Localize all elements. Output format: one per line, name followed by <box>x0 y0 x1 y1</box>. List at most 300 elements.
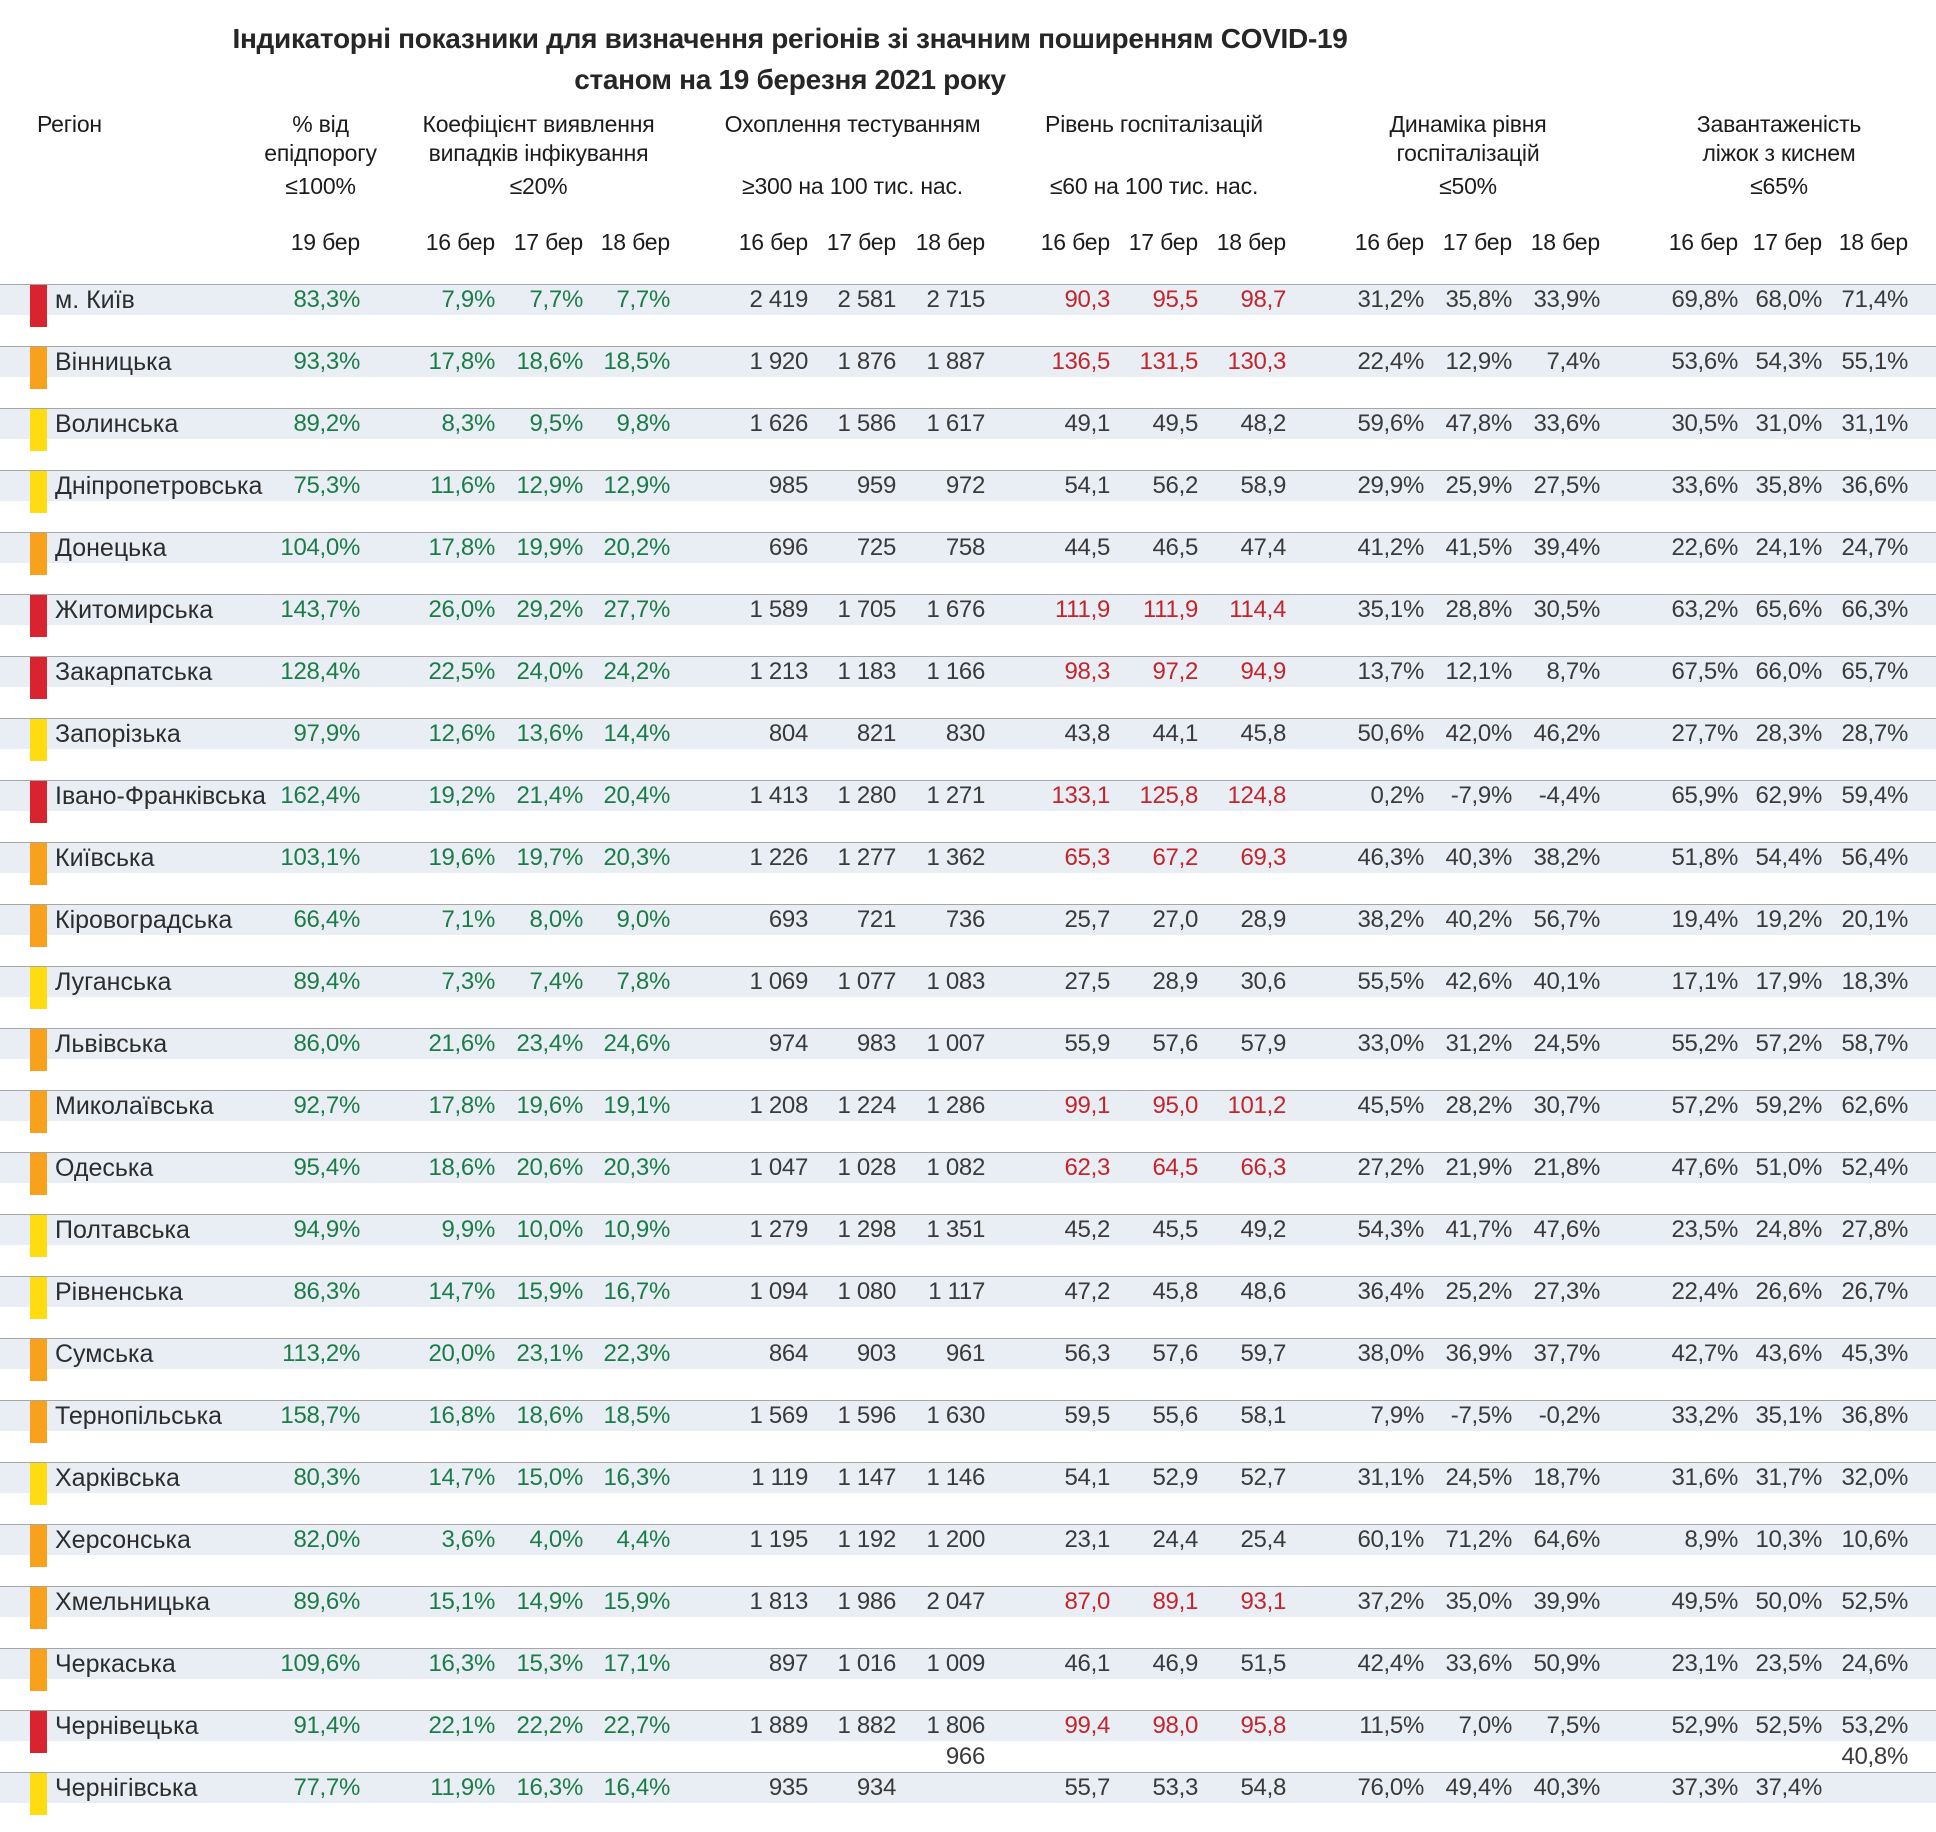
spacer <box>985 967 1022 1009</box>
date-label: 17 бер <box>1442 229 1512 255</box>
spacer <box>360 1525 407 1567</box>
testing-coverage-value: 934 <box>856 1774 896 1801</box>
testing-coverage-value: 1 094 <box>749 1278 808 1305</box>
region-status-indicator <box>30 471 47 513</box>
region-name: Черкаська <box>55 1650 176 1678</box>
hospitalization-level-value: 59,5 <box>1064 1402 1110 1429</box>
testing-coverage-value: 959 <box>856 472 896 499</box>
hospitalization-level-value: 95,8 <box>1240 1712 1286 1739</box>
oxygen-beds-value: 26,7% <box>1841 1278 1908 1305</box>
hospitalization-level-value: 47,2 <box>1064 1278 1110 1305</box>
testing-coverage-value: 1 213 <box>749 658 808 685</box>
region-status-indicator <box>30 1029 47 1071</box>
detection-rate-value: 11,6% <box>430 472 495 499</box>
detection-rate-value: 23,1% <box>516 1340 583 1367</box>
spacer <box>670 1587 720 1629</box>
spacer <box>985 409 1022 451</box>
hospitalization-level-value: 48,2 <box>1240 410 1286 437</box>
epidemic-threshold-value: 95,4% <box>293 1154 360 1181</box>
hospitalization-level-value: 64,5 <box>1152 1154 1198 1181</box>
testing-coverage-value: 1 083 <box>926 968 985 995</box>
hospitalization-level-value: 131,5 <box>1139 348 1198 375</box>
detection-rate-value: 15,0% <box>516 1464 583 1491</box>
spacer <box>985 1587 1022 1629</box>
oxygen-beds-value: 36,8% <box>1841 1402 1908 1429</box>
region-status-indicator <box>30 1277 47 1319</box>
oxygen-beds-value: 45,3% <box>1841 1340 1908 1367</box>
region-name: Харківська <box>55 1464 180 1492</box>
spacer <box>360 1587 407 1629</box>
testing-coverage-value: 1 192 <box>837 1526 896 1553</box>
detection-rate-value: 7,7% <box>529 286 583 313</box>
hospitalization-dynamics-value: 8,7% <box>1546 658 1600 685</box>
spacer <box>1600 285 1650 327</box>
spacer <box>985 905 1022 947</box>
epidemic-threshold-value: 89,4% <box>293 968 360 995</box>
testing-coverage-value: 1 413 <box>749 782 808 809</box>
region-name: Тернопільська <box>55 1402 223 1430</box>
spacer <box>30 172 234 201</box>
spacer <box>670 1711 720 1753</box>
detection-rate-value: 22,3% <box>603 1340 670 1367</box>
table-row <box>0 904 1936 935</box>
testing-coverage-value: 1 596 <box>837 1402 896 1429</box>
spacer <box>670 533 720 575</box>
spacer <box>1286 1339 1336 1381</box>
region-status-indicator <box>30 1153 47 1195</box>
detection-rate-value: 10,0% <box>516 1216 583 1243</box>
region-status-indicator <box>30 843 47 885</box>
hospitalization-dynamics-value: 33,0% <box>1357 1030 1424 1057</box>
oxygen-beds-value: 62,9% <box>1755 782 1822 809</box>
testing-coverage-value: 721 <box>856 906 896 933</box>
region-status-indicator <box>30 409 47 451</box>
oxygen-beds-value: 63,2% <box>1671 596 1738 623</box>
testing-coverage-value: 2 419 <box>749 286 808 313</box>
date-label: 17 бер <box>826 229 896 255</box>
spacer <box>1600 1711 1650 1753</box>
oxygen-beds-value: 42,7% <box>1671 1340 1738 1367</box>
region-name: Рівненська <box>55 1278 183 1306</box>
region-status-indicator <box>30 1525 47 1567</box>
detection-rate-value: 19,9% <box>516 534 583 561</box>
oxygen-beds-limit: ≤65% <box>1750 173 1808 199</box>
spacer <box>360 228 407 256</box>
oxygen-beds-value: 55,2% <box>1671 1030 1738 1057</box>
detection-rate-value: 19,6% <box>428 844 495 871</box>
spacer <box>670 1029 720 1071</box>
hospitalization-level-value: 52,9 <box>1152 1464 1198 1491</box>
table-row <box>0 284 1936 315</box>
detection-rate-value: 20,0% <box>428 1340 495 1367</box>
epidemic-threshold-group-title: % від епідпорогу <box>264 111 377 166</box>
region-name: м. Київ <box>55 286 135 314</box>
detection-rate-value: 7,7% <box>616 286 670 313</box>
detection-rate-value: 16,4% <box>603 1774 670 1801</box>
hospitalization-level-value: 97,2 <box>1152 658 1198 685</box>
spacer <box>670 1525 720 1567</box>
detection-rate-value: 10,9% <box>603 1216 670 1243</box>
spacer <box>1600 967 1650 1009</box>
testing-coverage-value: 1 195 <box>749 1526 808 1553</box>
oxygen-beds-value: 33,6% <box>1671 472 1738 499</box>
region-name: Кіровоградська <box>55 906 233 934</box>
hospitalization-dynamics-value: 45,5% <box>1357 1092 1424 1119</box>
detection-rate-value: 20,3% <box>603 844 670 871</box>
table-row <box>0 1090 1936 1121</box>
hospitalization-dynamics-value: 27,5% <box>1533 472 1600 499</box>
date-label: 17 бер <box>1128 229 1198 255</box>
hospitalization-level-value: 98,3 <box>1064 658 1110 685</box>
hospitalization-level-value: 98,7 <box>1240 286 1286 313</box>
date-label: 18 бер <box>1838 229 1908 255</box>
hospitalization-dynamics-value: 55,5% <box>1357 968 1424 995</box>
oxygen-beds-value: 51,0% <box>1755 1154 1822 1181</box>
spacer <box>1600 409 1650 451</box>
region-status-indicator <box>30 1587 47 1629</box>
hospitalization-level-value: 59,7 <box>1240 1340 1286 1367</box>
testing-coverage-value: 1 876 <box>837 348 896 375</box>
spacer <box>670 409 720 451</box>
region-status-indicator <box>30 1773 47 1815</box>
table-row <box>0 966 1936 997</box>
spacer <box>1600 228 1650 256</box>
spacer <box>1286 409 1336 451</box>
detection-rate-value: 9,8% <box>616 410 670 437</box>
testing-coverage-value: 961 <box>945 1340 985 1367</box>
detection-rate-value: 15,3% <box>516 1650 583 1677</box>
hospitalization-dynamics-group-title: Динаміка рівня госпіталізацій <box>1389 111 1547 166</box>
page-title-line-1: Індикаторні показники для визначення регіонів зі значним поширенням COVID-19 <box>232 23 1348 54</box>
spacer <box>985 1029 1022 1071</box>
testing-coverage-value: 1 224 <box>837 1092 896 1119</box>
testing-coverage-value: 1 271 <box>926 782 985 809</box>
hospitalization-dynamics-value: 54,3% <box>1357 1216 1424 1243</box>
hospitalization-dynamics-value: 35,8% <box>1445 286 1512 313</box>
oxygen-beds-value: 69,8% <box>1671 286 1738 313</box>
oxygen-beds-value: 47,6% <box>1671 1154 1738 1181</box>
hospitalization-dynamics-value: 64,6% <box>1533 1526 1600 1553</box>
table-row <box>0 1462 1936 1493</box>
oxygen-beds-value: 50,0% <box>1755 1588 1822 1615</box>
spacer <box>1286 905 1336 947</box>
spacer <box>360 595 407 637</box>
hospitalization-level-limit: ≤60 на 100 тис. нас. <box>1049 173 1259 199</box>
spacer <box>1600 843 1650 885</box>
hospitalization-level-value: 28,9 <box>1152 968 1198 995</box>
detection-rate-value: 17,8% <box>428 534 495 561</box>
hospitalization-dynamics-value: 18,7% <box>1533 1464 1600 1491</box>
spacer <box>360 409 407 451</box>
spacer <box>1286 1029 1336 1071</box>
hospitalization-level-value: 56,3 <box>1064 1340 1110 1367</box>
testing-coverage-value: 1 676 <box>926 596 985 623</box>
testing-coverage-value: 1 887 <box>926 348 985 375</box>
date-label: 16 бер <box>1354 229 1424 255</box>
region-name: Одеська <box>55 1154 154 1182</box>
spacer <box>985 228 1022 256</box>
region-name: Миколаївська <box>55 1092 214 1120</box>
table-row <box>0 346 1936 377</box>
spacer <box>670 347 720 389</box>
hospitalization-level-value: 45,5 <box>1152 1216 1198 1243</box>
hospitalization-dynamics-value: 40,1% <box>1533 968 1600 995</box>
spacer <box>670 1091 720 1133</box>
spacer <box>985 1711 1022 1753</box>
region-column-header: Регіон <box>37 111 102 137</box>
testing-coverage-value: 1 226 <box>749 844 808 871</box>
hospitalization-dynamics-value: 36,9% <box>1445 1340 1512 1367</box>
oxygen-beds-value: 27,8% <box>1841 1216 1908 1243</box>
detection-rate-value: 19,6% <box>516 1092 583 1119</box>
hospitalization-dynamics-value: 41,7% <box>1445 1216 1512 1243</box>
hospitalization-dynamics-value: 50,9% <box>1533 1650 1600 1677</box>
spacer <box>360 1463 407 1505</box>
detection-rate-value: 16,8% <box>428 1402 495 1429</box>
spacer <box>985 1773 1022 1815</box>
spacer <box>1286 1091 1336 1133</box>
testing-coverage-value: 1 147 <box>837 1464 896 1491</box>
hospitalization-dynamics-value: -4,4% <box>1538 782 1600 809</box>
hospitalization-dynamics-value: 27,3% <box>1533 1278 1600 1305</box>
hospitalization-dynamics-limit: ≤50% <box>1439 173 1497 199</box>
region-name: Львівська <box>55 1030 168 1058</box>
detection-rate-value: 16,3% <box>516 1774 583 1801</box>
spacer <box>1286 1463 1336 1505</box>
spacer <box>1286 1215 1336 1257</box>
testing-coverage-value: 966 <box>945 1743 985 1770</box>
hospitalization-level-value: 98,0 <box>1152 1712 1198 1739</box>
hospitalization-level-value: 99,1 <box>1064 1092 1110 1119</box>
hospitalization-dynamics-value: 46,3% <box>1357 844 1424 871</box>
oxygen-beds-value: 24,6% <box>1841 1650 1908 1677</box>
hospitalization-level-value: 57,6 <box>1152 1030 1198 1057</box>
oxygen-beds-value: 35,1% <box>1755 1402 1822 1429</box>
oxygen-beds-value: 8,9% <box>1684 1526 1738 1553</box>
hospitalization-dynamics-value: -7,9% <box>1450 782 1512 809</box>
spacer <box>360 1029 407 1071</box>
spacer <box>1286 1587 1336 1629</box>
testing-coverage-value: 2 715 <box>926 286 985 313</box>
spacer <box>1600 471 1650 513</box>
testing-coverage-value: 935 <box>768 1774 808 1801</box>
detection-rate-value: 7,9% <box>441 286 495 313</box>
testing-coverage-value: 1 080 <box>837 1278 896 1305</box>
spacer <box>670 719 720 761</box>
spacer <box>985 1215 1022 1257</box>
hospitalization-dynamics-value: 36,4% <box>1357 1278 1424 1305</box>
region-status-indicator <box>30 1463 47 1505</box>
testing-coverage-value: 1 208 <box>749 1092 808 1119</box>
hospitalization-level-value: 101,2 <box>1227 1092 1286 1119</box>
testing-coverage-value: 758 <box>945 534 985 561</box>
spacer <box>985 1153 1022 1195</box>
spacer <box>985 1091 1022 1133</box>
oxygen-beds-value: 65,6% <box>1755 596 1822 623</box>
hospitalization-dynamics-value: 12,1% <box>1445 658 1512 685</box>
hospitalization-dynamics-value: 13,7% <box>1357 658 1424 685</box>
oxygen-beds-value: 59,2% <box>1755 1092 1822 1119</box>
testing-coverage-value: 1 617 <box>926 410 985 437</box>
detection-rate-value: 22,2% <box>516 1712 583 1739</box>
hospitalization-level-value: 54,1 <box>1064 1464 1110 1491</box>
hospitalization-level-value: 57,9 <box>1240 1030 1286 1057</box>
testing-coverage-value: 1 047 <box>749 1154 808 1181</box>
epidemic-threshold-value: 89,2% <box>293 410 360 437</box>
date-label: 16 бер <box>738 229 808 255</box>
testing-coverage-value: 974 <box>768 1030 808 1057</box>
hospitalization-dynamics-value: 76,0% <box>1357 1774 1424 1801</box>
epidemic-threshold-value: 93,3% <box>293 348 360 375</box>
testing-coverage-value: 1 183 <box>837 658 896 685</box>
detection-rate-value: 7,3% <box>441 968 495 995</box>
oxygen-beds-value: 51,8% <box>1671 844 1738 871</box>
spacer <box>670 595 720 637</box>
hospitalization-level-value: 125,8 <box>1139 782 1198 809</box>
oxygen-beds-value: 24,7% <box>1841 534 1908 561</box>
epidemic-threshold-value: 66,4% <box>293 906 360 933</box>
testing-coverage-value: 1 286 <box>926 1092 985 1119</box>
spacer <box>1286 1649 1336 1691</box>
epidemic-threshold-value: 158,7% <box>280 1402 360 1429</box>
hospitalization-level-value: 25,4 <box>1240 1526 1286 1553</box>
epidemic-threshold-value: 128,4% <box>280 658 360 685</box>
spacer <box>1286 1711 1336 1753</box>
epidemic-threshold-value: 162,4% <box>280 782 360 809</box>
hospitalization-level-value: 23,1 <box>1064 1526 1110 1553</box>
spacer <box>360 1401 407 1443</box>
hospitalization-dynamics-value: 21,8% <box>1533 1154 1600 1181</box>
table-row <box>0 842 1936 873</box>
region-status-indicator <box>30 1339 47 1381</box>
region-name: Чернівецька <box>55 1712 199 1740</box>
hospitalization-dynamics-value: 35,1% <box>1357 596 1424 623</box>
hospitalization-level-value: 25,7 <box>1064 906 1110 933</box>
hospitalization-dynamics-value: 0,2% <box>1370 782 1424 809</box>
oxygen-beds-group-title: Завантаженість ліжок з киснем <box>1696 111 1862 166</box>
testing-coverage-value: 1 117 <box>928 1278 985 1305</box>
detection-rate-value: 16,3% <box>603 1464 670 1491</box>
hospitalization-dynamics-value: 25,2% <box>1445 1278 1512 1305</box>
oxygen-beds-value: 43,6% <box>1755 1340 1822 1367</box>
hospitalization-level-value: 62,3 <box>1064 1154 1110 1181</box>
spacer <box>1286 1277 1336 1319</box>
hospitalization-dynamics-value: 50,6% <box>1357 720 1424 747</box>
date-label: 16 бер <box>1668 229 1738 255</box>
date-label: 18 бер <box>600 229 670 255</box>
testing-coverage-value: 693 <box>768 906 808 933</box>
spacer <box>1600 1649 1650 1691</box>
region-name: Житомирська <box>55 596 214 624</box>
page-title <box>0 18 1580 100</box>
spacer <box>1286 967 1336 1009</box>
testing-coverage-value: 1 280 <box>837 782 896 809</box>
testing-coverage-value: 1 586 <box>837 410 896 437</box>
testing-coverage-value: 1 626 <box>749 410 808 437</box>
testing-coverage-value: 1 082 <box>926 1154 985 1181</box>
spacer <box>360 843 407 885</box>
hospitalization-dynamics-value: 12,9% <box>1445 348 1512 375</box>
spacer <box>1286 228 1336 256</box>
spacer <box>670 905 720 947</box>
hospitalization-dynamics-value: 47,6% <box>1533 1216 1600 1243</box>
spacer <box>360 471 407 513</box>
hospitalization-dynamics-value: 21,9% <box>1445 1154 1512 1181</box>
testing-coverage-value: 985 <box>768 472 808 499</box>
hospitalization-dynamics-value: -0,2% <box>1538 1402 1600 1429</box>
oxygen-beds-value: 24,8% <box>1755 1216 1822 1243</box>
spacer <box>360 1649 407 1691</box>
detection-rate-value: 14,7% <box>428 1464 495 1491</box>
detection-rate-value: 18,6% <box>516 348 583 375</box>
hospitalization-level-value: 43,8 <box>1064 720 1110 747</box>
testing-coverage-value: 804 <box>768 720 808 747</box>
oxygen-beds-value: 30,5% <box>1671 410 1738 437</box>
region-status-indicator <box>30 1649 47 1691</box>
spacer <box>360 781 407 823</box>
oxygen-beds-value: 52,5% <box>1755 1712 1822 1739</box>
spacer <box>670 1463 720 1505</box>
epidemic-threshold-value: 86,3% <box>293 1278 360 1305</box>
hospitalization-level-value: 87,0 <box>1064 1588 1110 1615</box>
table-row <box>0 408 1936 439</box>
hospitalization-dynamics-value: 39,4% <box>1533 534 1600 561</box>
spacer <box>1286 533 1336 575</box>
hospitalization-dynamics-value: 42,4% <box>1357 1650 1424 1677</box>
detection-rate-value: 7,4% <box>529 968 583 995</box>
table-row <box>0 656 1936 687</box>
table-row <box>0 1586 1936 1617</box>
region-name: Київська <box>55 844 155 872</box>
hospitalization-level-value: 48,6 <box>1240 1278 1286 1305</box>
hospitalization-level-value: 44,5 <box>1064 534 1110 561</box>
region-status-indicator <box>30 1401 47 1443</box>
date-label: 18 бер <box>915 229 985 255</box>
epidemic-threshold-value: 103,1% <box>280 844 360 871</box>
hospitalization-dynamics-value: 28,2% <box>1445 1092 1512 1119</box>
spacer <box>360 905 407 947</box>
hospitalization-level-value: 28,9 <box>1240 906 1286 933</box>
detection-rate-value: 7,8% <box>616 968 670 995</box>
detection-rate-value: 26,0% <box>428 596 495 623</box>
date-label: 16 бер <box>425 229 495 255</box>
detection-rate-value: 14,4% <box>603 720 670 747</box>
hospitalization-dynamics-value: 46,2% <box>1533 720 1600 747</box>
detection-rate-value: 22,7% <box>603 1712 670 1739</box>
detection-rate-value: 20,2% <box>603 534 670 561</box>
hospitalization-dynamics-value: 37,7% <box>1533 1340 1600 1367</box>
spacer <box>1600 781 1650 823</box>
oxygen-beds-value: 65,9% <box>1671 782 1738 809</box>
detection-rate-value: 7,1% <box>441 906 495 933</box>
hospitalization-level-value: 130,3 <box>1227 348 1286 375</box>
testing-coverage-value: 1 986 <box>837 1588 896 1615</box>
hospitalization-level-value: 55,6 <box>1152 1402 1198 1429</box>
spacer <box>670 843 720 885</box>
oxygen-beds-value: 26,6% <box>1755 1278 1822 1305</box>
epidemic-threshold-value: 89,6% <box>293 1588 360 1615</box>
oxygen-beds-value: 54,3% <box>1755 348 1822 375</box>
table-header-dates <box>0 228 1936 256</box>
table-row <box>0 1400 1936 1431</box>
spacer <box>1286 719 1336 761</box>
epidemic-threshold-value: 77,7% <box>293 1774 360 1801</box>
oxygen-beds-value: 31,0% <box>1755 410 1822 437</box>
hospitalization-level-value: 136,5 <box>1051 348 1110 375</box>
hospitalization-dynamics-value: 7,4% <box>1546 348 1600 375</box>
detection-rate-value: 18,6% <box>516 1402 583 1429</box>
oxygen-beds-value: 19,4% <box>1671 906 1738 933</box>
